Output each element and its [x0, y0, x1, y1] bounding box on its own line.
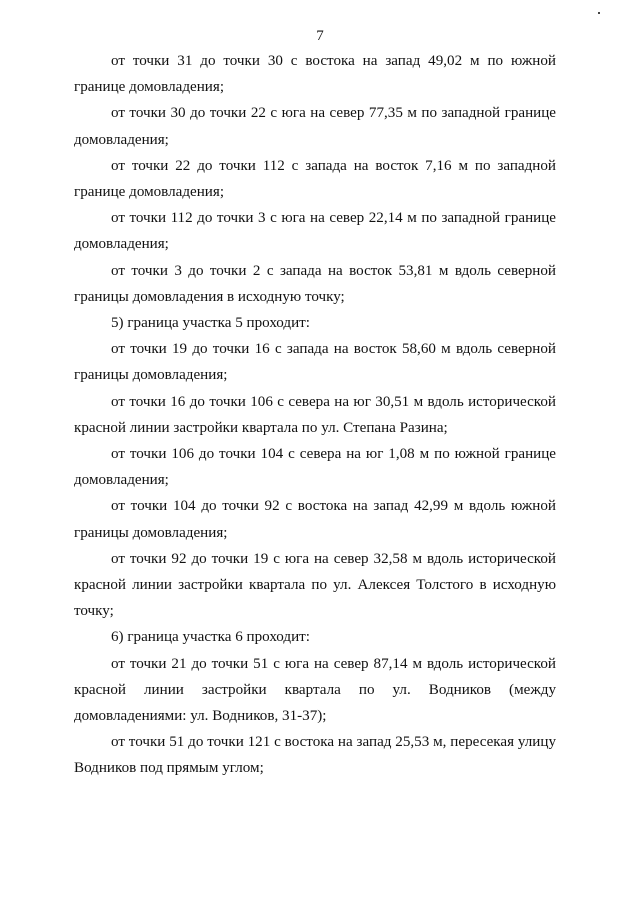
scan-speck: [598, 12, 600, 14]
paragraph: от точки 112 до точки 3 с юга на север 22,14 м по западной границе домовладения;: [74, 210, 556, 253]
paragraph: от точки 22 до точки 112 с запада на восток 7,16 м по западной границе домовладения;: [74, 157, 556, 201]
paragraph: от точки 31 до точки 30 с востока на запад 49,02 м по южной границе домовладения;: [74, 53, 556, 96]
paragraph: от точки 92 до точки 19 с юга на север 32,58 м вдоль исторической красной линии застройки квартала по ул. Алексея Толстого в исходную точку;: [74, 550, 556, 620]
paragraph: от точки 19 до точки 16 с запада на восток 58,60 м вдоль северной границы домовладения;: [74, 341, 556, 384]
section-heading: 6) граница участка 6 проходит:: [111, 629, 310, 646]
section-heading: 5) граница участка 5 проходит:: [111, 315, 310, 332]
paragraph: от точки 21 до точки 51 с юга на север 87,14 м вдоль исторической красной линии застройки квартала по ул. Водников (между домовладениями: ул. Водников, 31-37);: [74, 655, 556, 725]
document-body: [74, 48, 556, 782]
paragraph: от точки 30 до точки 22 с юга на север 77,35 м по западной границе домовладения;: [74, 105, 556, 148]
paragraph: от точки 104 до точки 92 с востока на запад 42,99 м вдоль южной границы домовладения;: [74, 498, 556, 541]
paragraph: от точки 51 до точки 121 с востока на запад 25,53 м, пересекая улицу Водников под прямым углом;: [74, 734, 556, 777]
paragraph: от точки 3 до точки 2 с запада на восток 53,81 м вдоль северной границы домовладения в исходную точку;: [74, 262, 556, 305]
paragraph: от точки 16 до точки 106 с севера на юг 30,51 м вдоль исторической красной линии застройки квартала по ул. Степана Разина;: [74, 393, 556, 436]
paragraph: от точки 106 до точки 104 с севера на юг 1,08 м по южной границе домовладения;: [74, 446, 556, 489]
page-number: 7: [316, 28, 324, 44]
